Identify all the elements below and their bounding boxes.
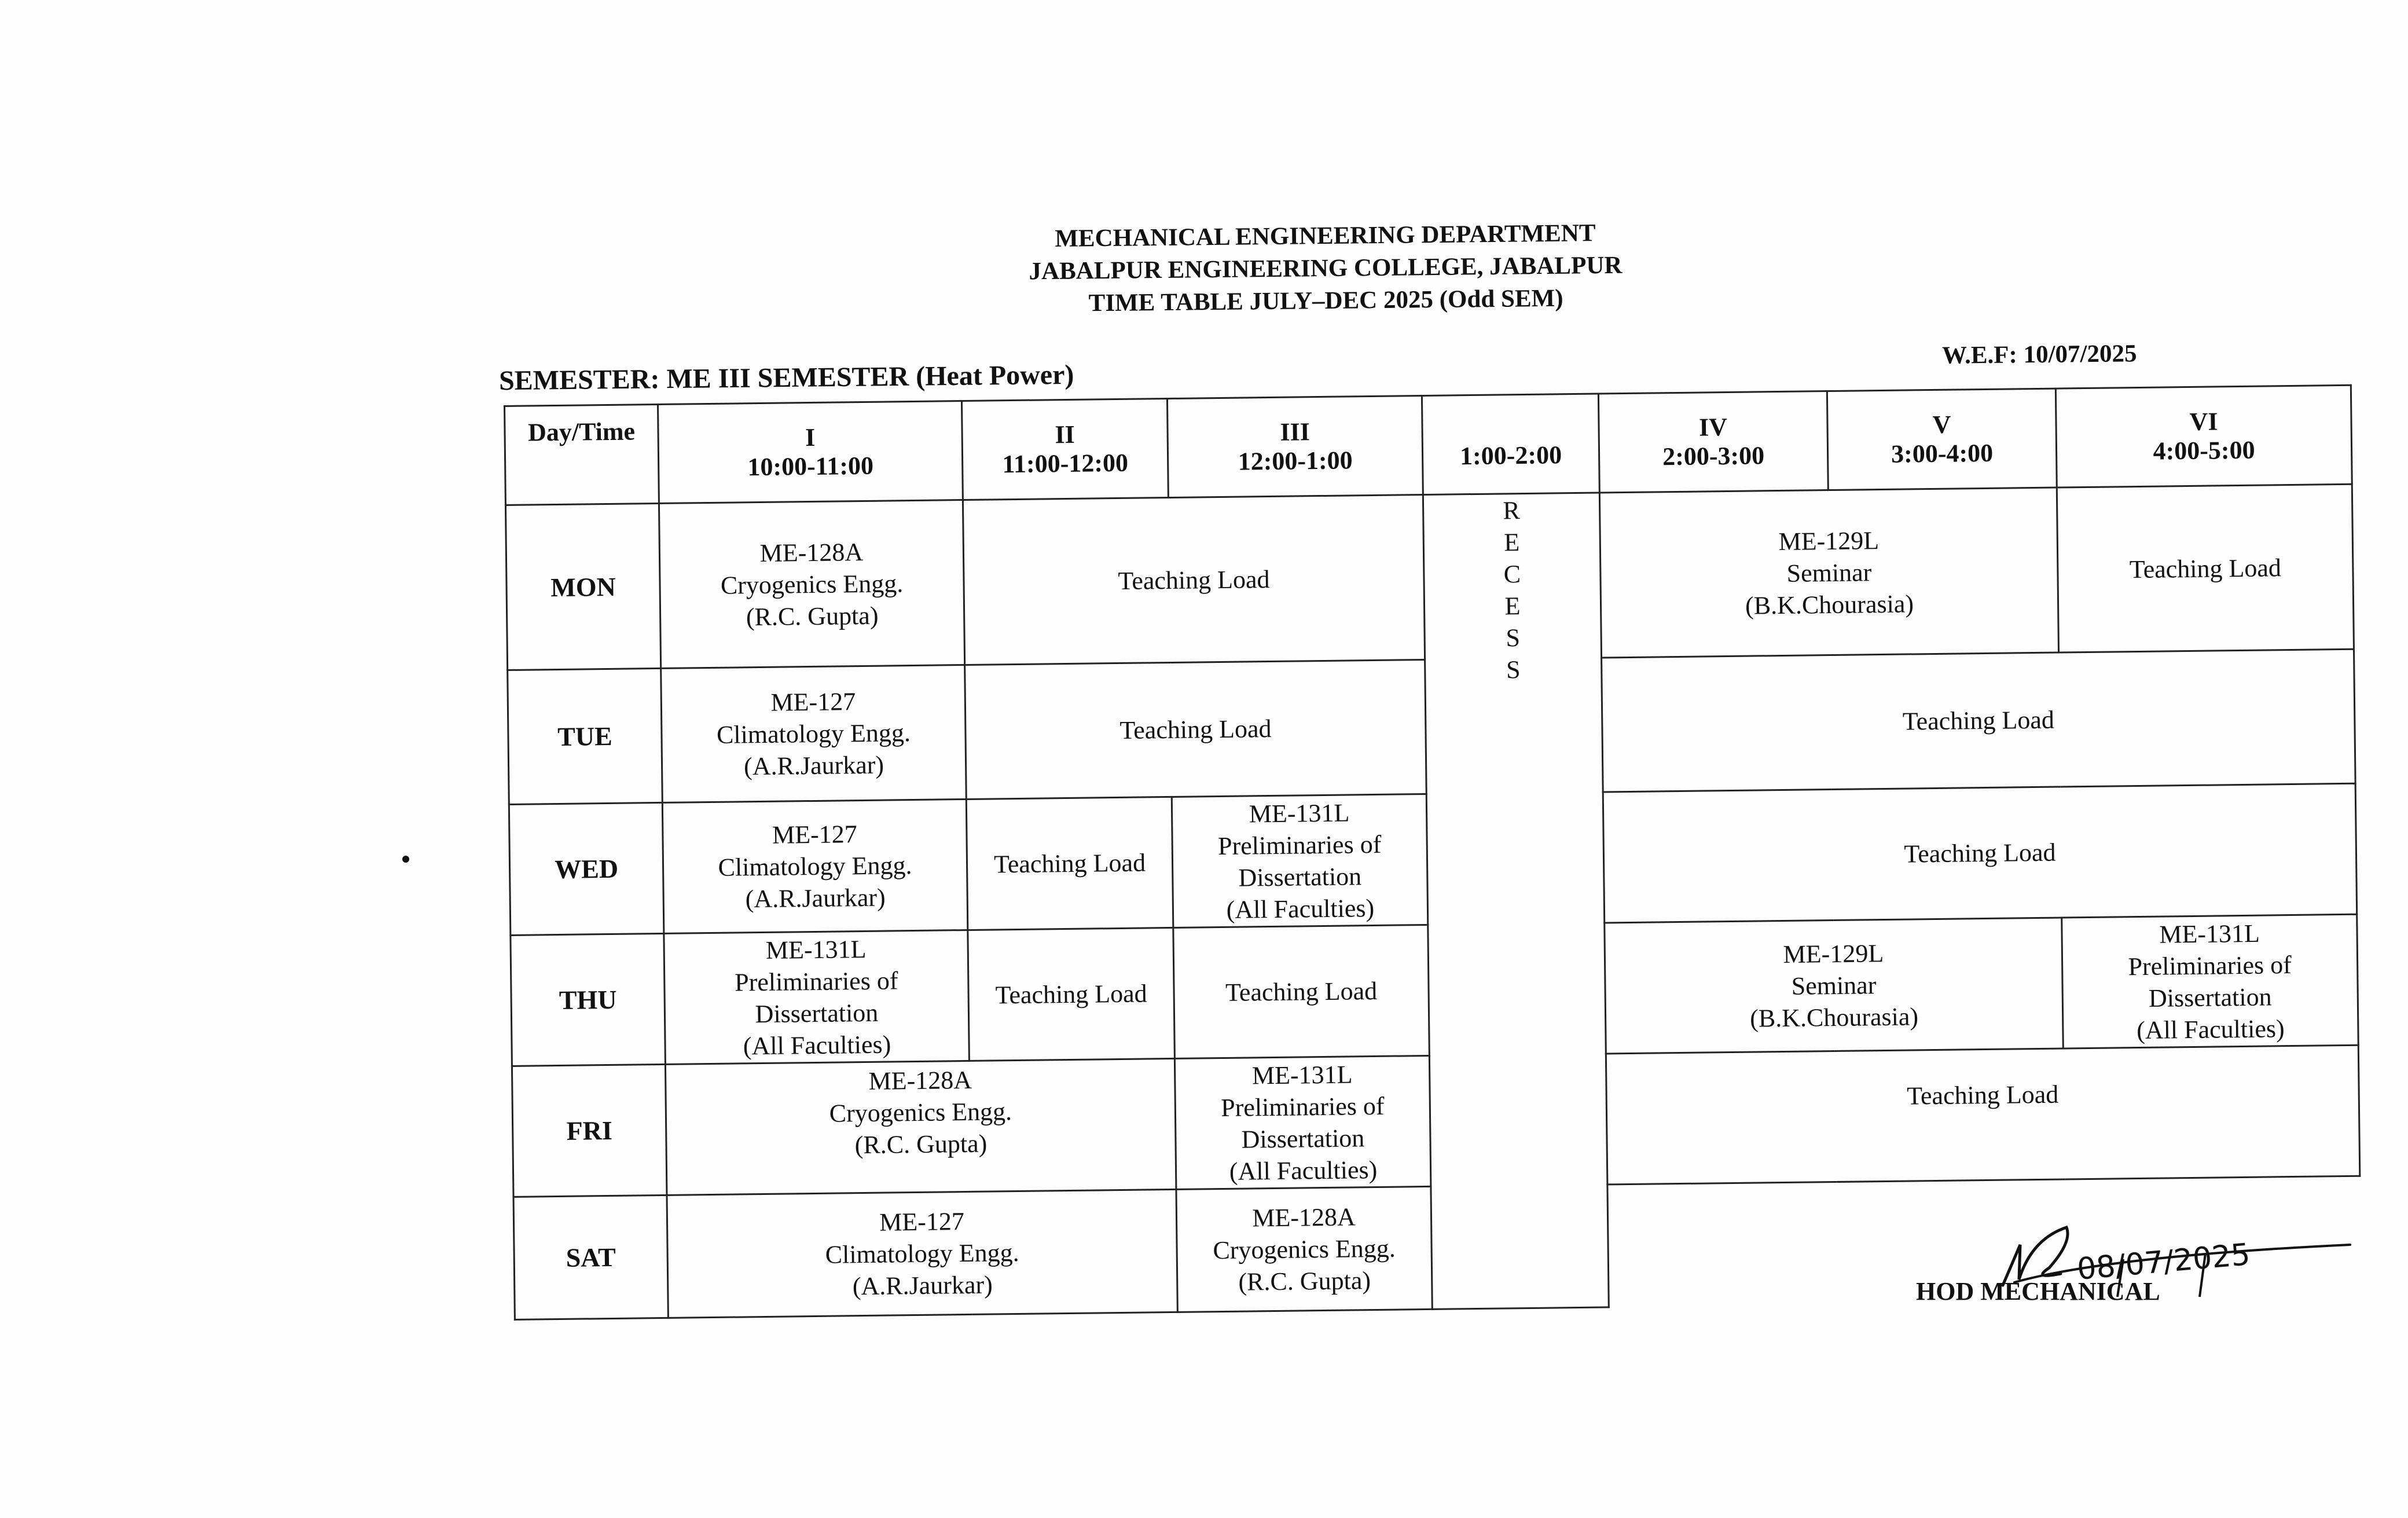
col-header-1: I 10:00-11:00 xyxy=(658,401,963,504)
college-name: JABALPUR ENGINEERING COLLEGE, JABALPUR xyxy=(1029,251,1623,285)
thu-period-1: ME-131L Preliminaries of Dissertation (All Faculties) xyxy=(664,930,970,1064)
sat-period-3: ME-128A Cryogenics Engg. (R.C. Gupta) xyxy=(1176,1186,1432,1312)
col-header-6: VI 4:00-5:00 xyxy=(2055,385,2352,487)
col-header-5: V 3:00-4:00 xyxy=(1827,388,2057,490)
mon-period-4-5: ME-129L Seminar (B.K.Chourasia) xyxy=(1599,487,2058,658)
semester-label: SEMESTER: ME III SEMESTER (Heat Power) xyxy=(498,359,1074,397)
col-header-daytime: Day/Time xyxy=(505,404,659,505)
row-mon xyxy=(505,484,2354,670)
thu-period-3: Teaching Load xyxy=(1173,925,1430,1058)
thu-period-4-5: ME-129L Seminar (B.K.Chourasia) xyxy=(1605,918,2064,1054)
document-header xyxy=(949,216,1702,321)
thu-period-6: ME-131L Preliminaries of Dissertation (All Faculties) xyxy=(2062,914,2359,1048)
fri-period-1-2: ME-128A Cryogenics Engg. (R.C. Gupta) xyxy=(665,1058,1176,1195)
day-cell-tue: TUE xyxy=(508,668,663,804)
hod-mechanical-label: HOD MECHANICAL xyxy=(1916,1277,2160,1306)
col-header-4: IV 2:00-3:00 xyxy=(1598,391,1828,493)
wed-period-2: Teaching Load xyxy=(966,797,1173,930)
tue-period-2-3: Teaching Load xyxy=(965,659,1427,799)
wed-period-3: ME-131L Preliminaries of Dissertation (All Faculties) xyxy=(1172,794,1428,927)
wef-date: W.E.F: 10/07/2025 xyxy=(1941,340,2137,369)
stray-dot xyxy=(402,856,409,863)
day-cell-sat: SAT xyxy=(513,1195,668,1319)
recess-column: R E C E S S xyxy=(1423,493,1609,1309)
mon-period-1: ME-128A Cryogenics Engg. (R.C. Gupta) xyxy=(659,500,964,669)
fri-period-4-6: Teaching Load xyxy=(1606,1045,2359,1185)
day-cell-thu: THU xyxy=(511,933,666,1066)
mon-period-6: Teaching Load xyxy=(2057,484,2354,652)
mon-period-2-3: Teaching Load xyxy=(963,494,1425,665)
timetable xyxy=(504,384,2362,1321)
thu-period-2: Teaching Load xyxy=(968,927,1175,1061)
tue-period-4-6: Teaching Load xyxy=(1602,649,2356,792)
timetable-title: TIME TABLE JULY–DEC 2025 (Odd SEM) xyxy=(1088,284,1563,317)
fri-period-3: ME-131L Preliminaries of Dissertation (All Faculties) xyxy=(1174,1055,1431,1189)
timetable-table xyxy=(504,384,2362,1321)
wed-period-1: ME-127 Climatology Engg. (A.R.Jaurkar) xyxy=(662,799,968,933)
signature-date: 08/07/2025 xyxy=(2075,1237,2252,1287)
department-name: MECHANICAL ENGINEERING DEPARTMENT xyxy=(1055,219,1596,252)
day-cell-fri: FRI xyxy=(512,1064,667,1197)
col-header-3: III 12:00-1:00 xyxy=(1167,396,1423,498)
sat-period-1-2: ME-127 Climatology Engg. (A.R.Jaurkar) xyxy=(667,1189,1177,1318)
col-header-2: II 11:00-12:00 xyxy=(961,398,1168,500)
tue-period-1: ME-127 Climatology Engg. (A.R.Jaurkar) xyxy=(661,665,967,802)
col-header-recess: 1:00-2:00 xyxy=(1422,394,1599,494)
day-cell-wed: WED xyxy=(509,802,664,935)
day-cell-mon: MON xyxy=(505,503,660,670)
wed-period-4-6: Teaching Load xyxy=(1603,783,2356,923)
